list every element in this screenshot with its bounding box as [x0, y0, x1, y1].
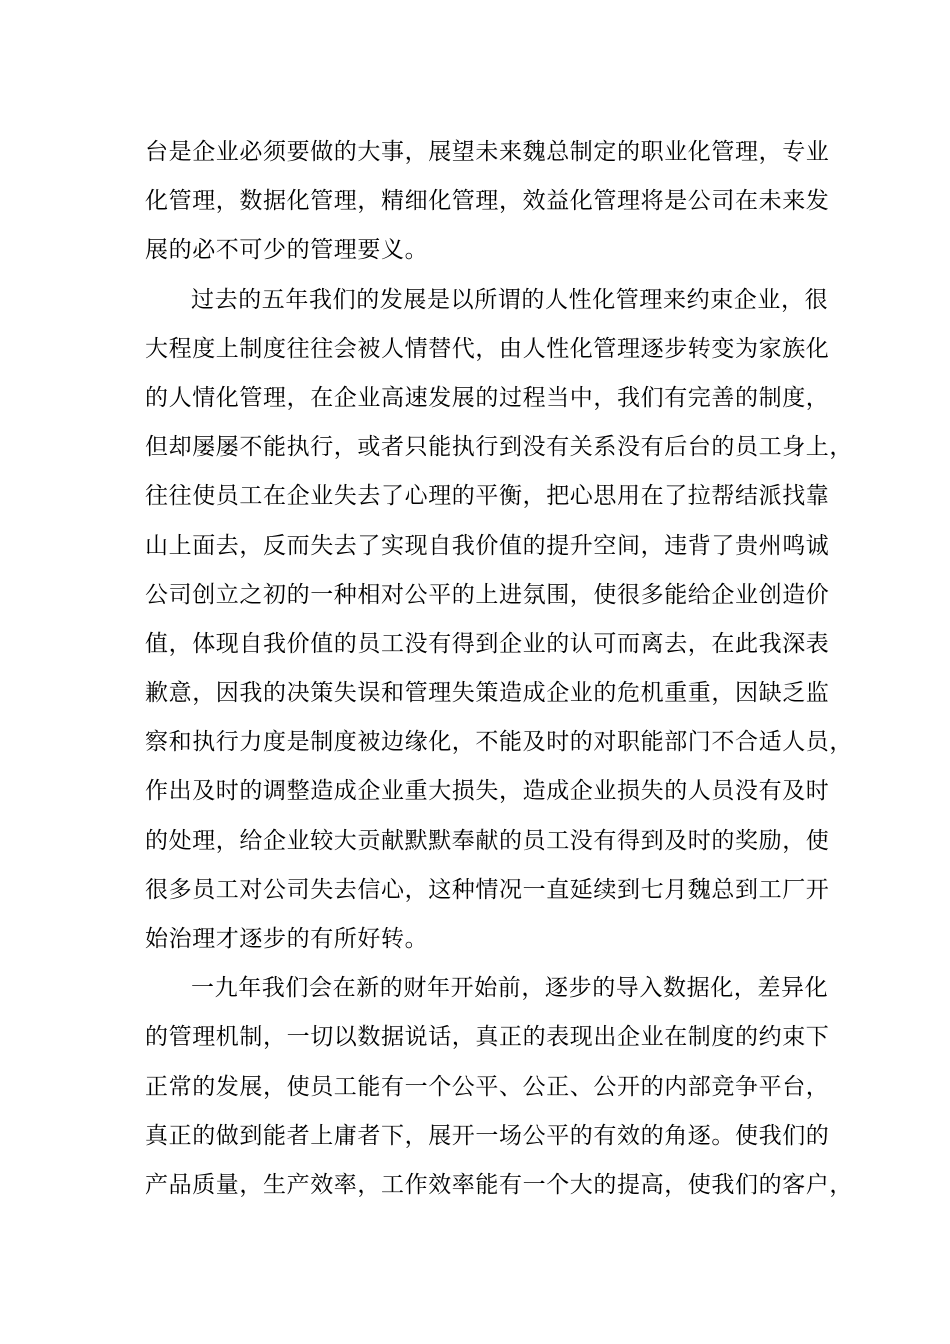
text-line: 始治理才逐步的有所好转。	[145, 926, 429, 952]
text-line: 一九年我们会在新的财年开始前，逐步的导入数据化，差异化	[191, 975, 829, 1002]
text-line: 歉意，因我的决策失误和管理失策造成企业的危机重重，因缺乏监	[145, 680, 830, 707]
text-line: 台是企业必须要做的大事，展望未来魏总制定的职业化管理，专业	[145, 139, 830, 165]
text-line: 但却屡屡不能执行，或者只能执行到没有关系没有后台的员工身上，	[145, 434, 853, 461]
text-line: 的处理，给企业较大贡献默默奉献的员工没有得到及时的奖励，使	[145, 827, 830, 854]
text-line: 过去的五年我们的发展是以所谓的人性化管理来约束企业，很	[191, 286, 829, 313]
text-line: 真正的做到能者上庸者下，展开一场公平的有效的角逐。使我们的	[145, 1122, 830, 1149]
text-line: 很多员工对公司失去信心，这种情况一直延续到七月魏总到工厂开	[145, 876, 830, 903]
text-line: 山上面去，反而失去了实现自我价值的提升空间，违背了贵州鸣诚	[145, 532, 830, 559]
text-line: 化管理，数据化管理，精细化管理，效益化管理将是公司在未来发	[145, 188, 830, 215]
text-line: 正常的发展，使员工能有一个公平、公正、公开的内部竞争平台，	[145, 1073, 830, 1100]
text-line: 展的必不可少的管理要义。	[145, 237, 429, 264]
text-line: 的人情化管理，在企业高速发展的过程当中，我们有完善的制度，	[145, 384, 830, 411]
text-line: 往往使员工在企业失去了心理的平衡，把心思用在了拉帮结派找靠	[145, 483, 830, 510]
text-line: 察和执行力度是制度被边缘化，不能及时的对职能部门不合适人员，	[145, 729, 853, 756]
text-line: 产品质量，生产效率，工作效率能有一个大的提高，使我们的客户，	[145, 1171, 853, 1198]
text-line: 大程度上制度往往会被人情替代，由人性化管理逐步转变为家族化	[145, 335, 830, 362]
text-line: 公司创立之初的一种相对公平的上进氛围，使很多能给企业创造价	[145, 581, 830, 608]
text-line: 值，体现自我价值的员工没有得到企业的认可而离去，在此我深表	[145, 630, 830, 657]
text-line: 的管理机制，一切以数据说话，真正的表现出企业在制度的约束下	[145, 1024, 830, 1051]
document-body	[145, 128, 853, 1210]
text-line: 作出及时的调整造成企业重大损失，造成企业损失的人员没有及时	[145, 778, 830, 805]
